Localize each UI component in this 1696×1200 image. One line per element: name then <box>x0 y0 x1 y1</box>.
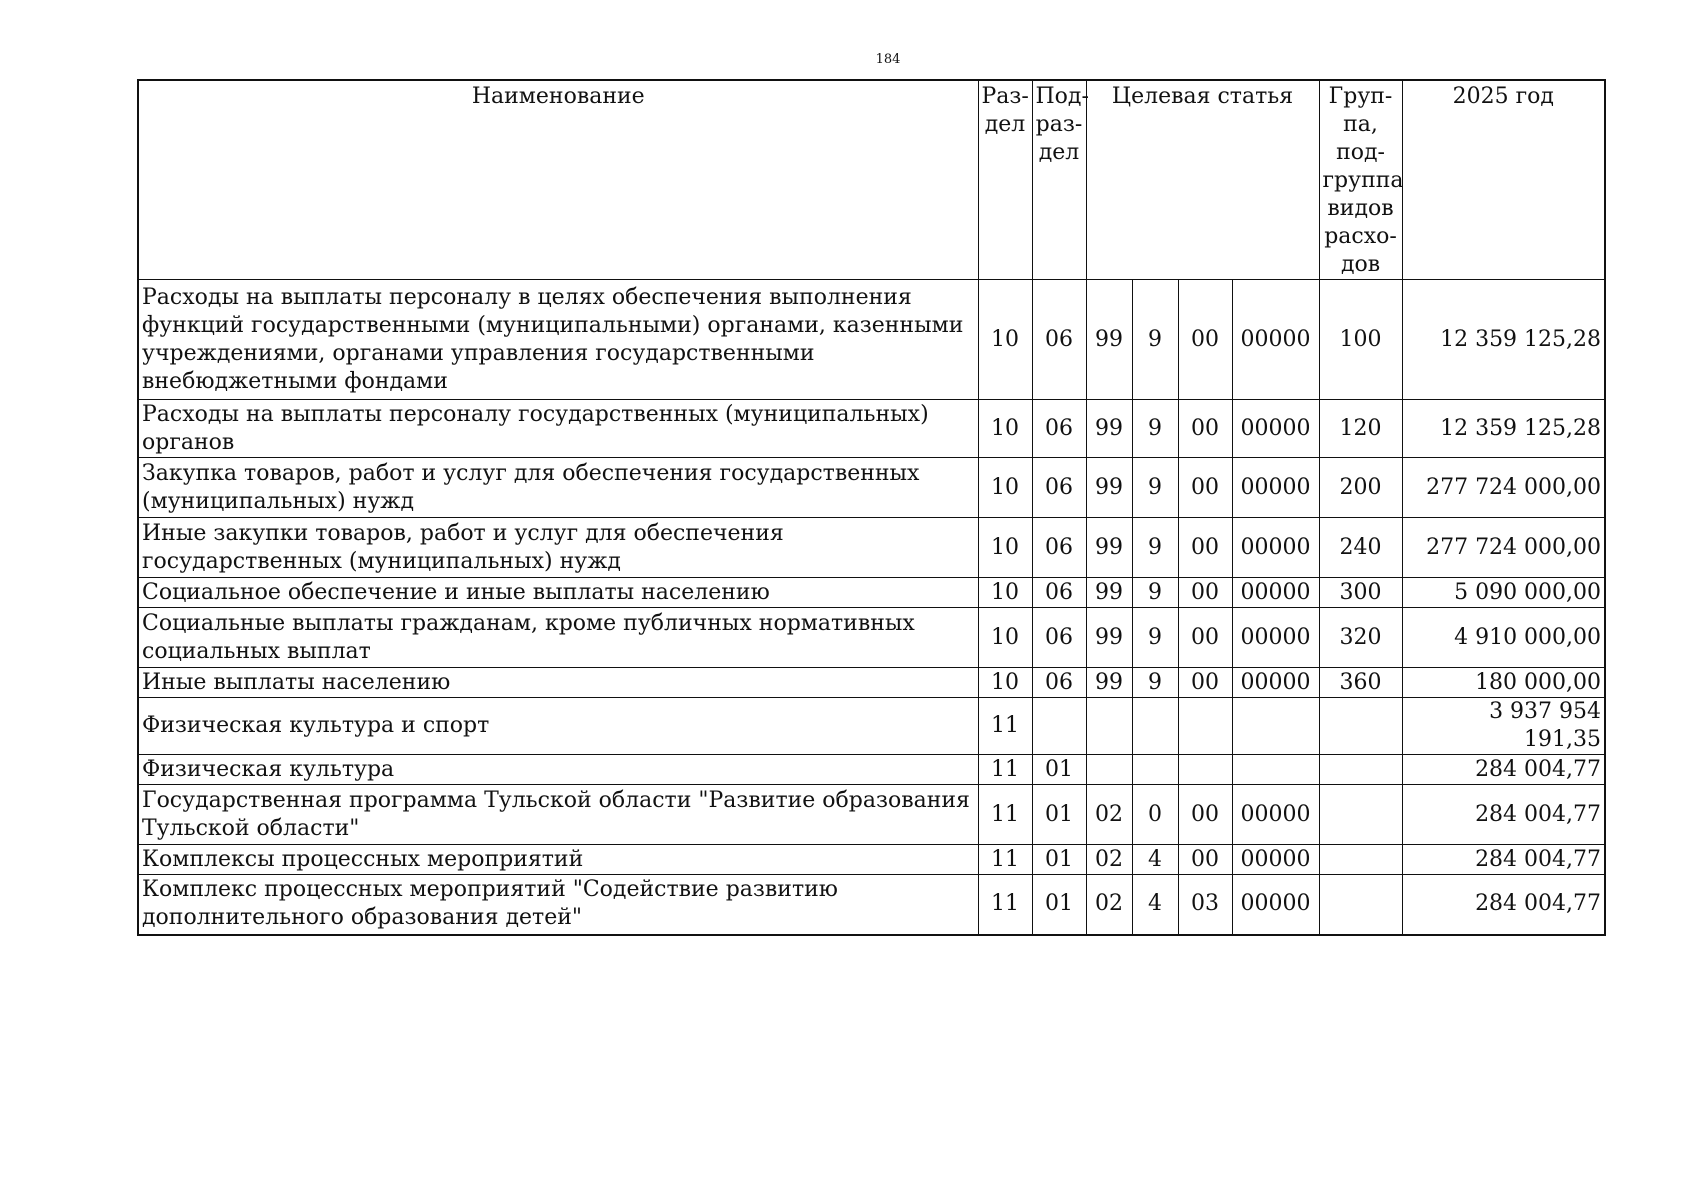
row-target-program: 99 <box>1086 458 1132 518</box>
row-target-event: 00 <box>1178 518 1232 578</box>
row-target-event: 00 <box>1178 845 1232 875</box>
table-row <box>138 755 1605 785</box>
header-target-article: Целевая статья <box>1086 80 1319 280</box>
header-section: Раз- дел <box>978 80 1032 280</box>
row-expense-group: 320 <box>1319 608 1402 668</box>
row-section: 10 <box>978 458 1032 518</box>
row-name: Расходы на выплаты персоналу в целях обеспечения выполнения функций государственными (муниципальными) органами, казенными учреждениями, органами управления государственными внебюджетными фондами <box>138 280 978 400</box>
row-section: 10 <box>978 668 1032 698</box>
row-name: Иные выплаты населению <box>138 668 978 698</box>
table-row <box>138 608 1605 668</box>
header-expense-group: Груп- па, под- группа видов расхо- дов <box>1319 80 1402 280</box>
row-target-direction: 00000 <box>1232 518 1319 578</box>
row-section: 11 <box>978 755 1032 785</box>
row-subsection: 06 <box>1032 458 1086 518</box>
row-amount: 3 937 954 191,35 <box>1402 698 1605 755</box>
row-subsection: 06 <box>1032 608 1086 668</box>
table-row <box>138 280 1605 400</box>
row-amount: 277 724 000,00 <box>1402 458 1605 518</box>
table-row <box>138 785 1605 845</box>
row-target-type: 9 <box>1132 578 1178 608</box>
table-row <box>138 845 1605 875</box>
row-subsection: 06 <box>1032 518 1086 578</box>
row-target-type: 9 <box>1132 518 1178 578</box>
row-target-program: 02 <box>1086 785 1132 845</box>
row-expense-group: 300 <box>1319 578 1402 608</box>
row-target-event <box>1178 755 1232 785</box>
row-target-program: 99 <box>1086 280 1132 400</box>
table-row <box>138 698 1605 755</box>
row-section: 11 <box>978 698 1032 755</box>
row-amount: 284 004,77 <box>1402 875 1605 935</box>
row-expense-group: 200 <box>1319 458 1402 518</box>
row-target-event: 03 <box>1178 875 1232 935</box>
row-subsection: 01 <box>1032 845 1086 875</box>
row-section: 11 <box>978 785 1032 845</box>
row-target-type: 9 <box>1132 668 1178 698</box>
row-expense-group <box>1319 875 1402 935</box>
row-target-event: 00 <box>1178 458 1232 518</box>
row-subsection <box>1032 698 1086 755</box>
row-expense-group <box>1319 698 1402 755</box>
row-target-event: 00 <box>1178 608 1232 668</box>
row-amount: 277 724 000,00 <box>1402 518 1605 578</box>
row-target-event <box>1178 698 1232 755</box>
row-target-direction: 00000 <box>1232 785 1319 845</box>
row-target-type <box>1132 755 1178 785</box>
row-target-program <box>1086 755 1132 785</box>
row-target-direction: 00000 <box>1232 845 1319 875</box>
row-target-event: 00 <box>1178 668 1232 698</box>
row-subsection: 01 <box>1032 875 1086 935</box>
row-name: Иные закупки товаров, работ и услуг для обеспечения государственных (муниципальных) нужд <box>138 518 978 578</box>
header-name: Наименование <box>138 80 978 280</box>
row-target-type <box>1132 698 1178 755</box>
row-target-program <box>1086 698 1132 755</box>
row-target-type: 4 <box>1132 875 1178 935</box>
row-target-direction: 00000 <box>1232 875 1319 935</box>
table-row <box>138 875 1605 935</box>
row-section: 11 <box>978 845 1032 875</box>
row-subsection: 06 <box>1032 280 1086 400</box>
row-expense-group <box>1319 785 1402 845</box>
row-section: 10 <box>978 608 1032 668</box>
row-amount: 180 000,00 <box>1402 668 1605 698</box>
row-target-event: 00 <box>1178 280 1232 400</box>
row-target-program: 99 <box>1086 668 1132 698</box>
row-expense-group: 360 <box>1319 668 1402 698</box>
row-name: Физическая культура и спорт <box>138 698 978 755</box>
row-expense-group: 100 <box>1319 280 1402 400</box>
row-amount: 5 090 000,00 <box>1402 578 1605 608</box>
row-expense-group <box>1319 845 1402 875</box>
row-target-type: 9 <box>1132 458 1178 518</box>
row-target-program: 99 <box>1086 400 1132 458</box>
row-name: Расходы на выплаты персоналу государственных (муниципальных) органов <box>138 400 978 458</box>
row-name: Социальное обеспечение и иные выплаты населению <box>138 578 978 608</box>
row-target-type: 4 <box>1132 845 1178 875</box>
row-expense-group: 120 <box>1319 400 1402 458</box>
table-row <box>138 458 1605 518</box>
row-subsection: 06 <box>1032 668 1086 698</box>
row-target-type: 9 <box>1132 608 1178 668</box>
row-amount: 284 004,77 <box>1402 845 1605 875</box>
row-target-program: 99 <box>1086 608 1132 668</box>
row-subsection: 01 <box>1032 785 1086 845</box>
table-row <box>138 668 1605 698</box>
row-section: 10 <box>978 578 1032 608</box>
row-name: Комплексы процессных мероприятий <box>138 845 978 875</box>
row-subsection: 06 <box>1032 578 1086 608</box>
row-expense-group <box>1319 755 1402 785</box>
row-target-program: 99 <box>1086 578 1132 608</box>
row-section: 10 <box>978 280 1032 400</box>
row-target-direction: 00000 <box>1232 280 1319 400</box>
row-name: Комплекс процессных мероприятий "Содействие развитию дополнительного образования детей" <box>138 875 978 935</box>
row-amount: 12 359 125,28 <box>1402 280 1605 400</box>
page-number: 184 <box>875 52 901 67</box>
row-target-direction <box>1232 698 1319 755</box>
row-amount: 12 359 125,28 <box>1402 400 1605 458</box>
row-target-event: 00 <box>1178 578 1232 608</box>
row-target-event: 00 <box>1178 785 1232 845</box>
row-section: 10 <box>978 400 1032 458</box>
row-subsection: 01 <box>1032 755 1086 785</box>
row-expense-group: 240 <box>1319 518 1402 578</box>
table-row <box>138 578 1605 608</box>
row-target-event: 00 <box>1178 400 1232 458</box>
row-amount: 284 004,77 <box>1402 755 1605 785</box>
row-amount: 4 910 000,00 <box>1402 608 1605 668</box>
row-name: Закупка товаров, работ и услуг для обеспечения государственных (муниципальных) нужд <box>138 458 978 518</box>
row-name: Физическая культура <box>138 755 978 785</box>
row-target-program: 99 <box>1086 518 1132 578</box>
row-target-direction: 00000 <box>1232 608 1319 668</box>
row-target-type: 0 <box>1132 785 1178 845</box>
row-target-type: 9 <box>1132 280 1178 400</box>
row-target-type: 9 <box>1132 400 1178 458</box>
header-subsection: Под- раз- дел <box>1032 80 1086 280</box>
budget-table <box>137 79 1606 936</box>
row-target-direction: 00000 <box>1232 400 1319 458</box>
table-row <box>138 518 1605 578</box>
row-target-direction: 00000 <box>1232 578 1319 608</box>
row-target-direction <box>1232 755 1319 785</box>
row-target-direction: 00000 <box>1232 668 1319 698</box>
row-name: Государственная программа Тульской области "Развитие образования Тульской области" <box>138 785 978 845</box>
row-target-program: 02 <box>1086 845 1132 875</box>
row-subsection: 06 <box>1032 400 1086 458</box>
row-amount: 284 004,77 <box>1402 785 1605 845</box>
header-year: 2025 год <box>1402 80 1605 280</box>
row-section: 11 <box>978 875 1032 935</box>
row-target-program: 02 <box>1086 875 1132 935</box>
table-row <box>138 400 1605 458</box>
table-header-row <box>138 80 1605 280</box>
row-name: Социальные выплаты гражданам, кроме публичных нормативных социальных выплат <box>138 608 978 668</box>
row-section: 10 <box>978 518 1032 578</box>
row-target-direction: 00000 <box>1232 458 1319 518</box>
